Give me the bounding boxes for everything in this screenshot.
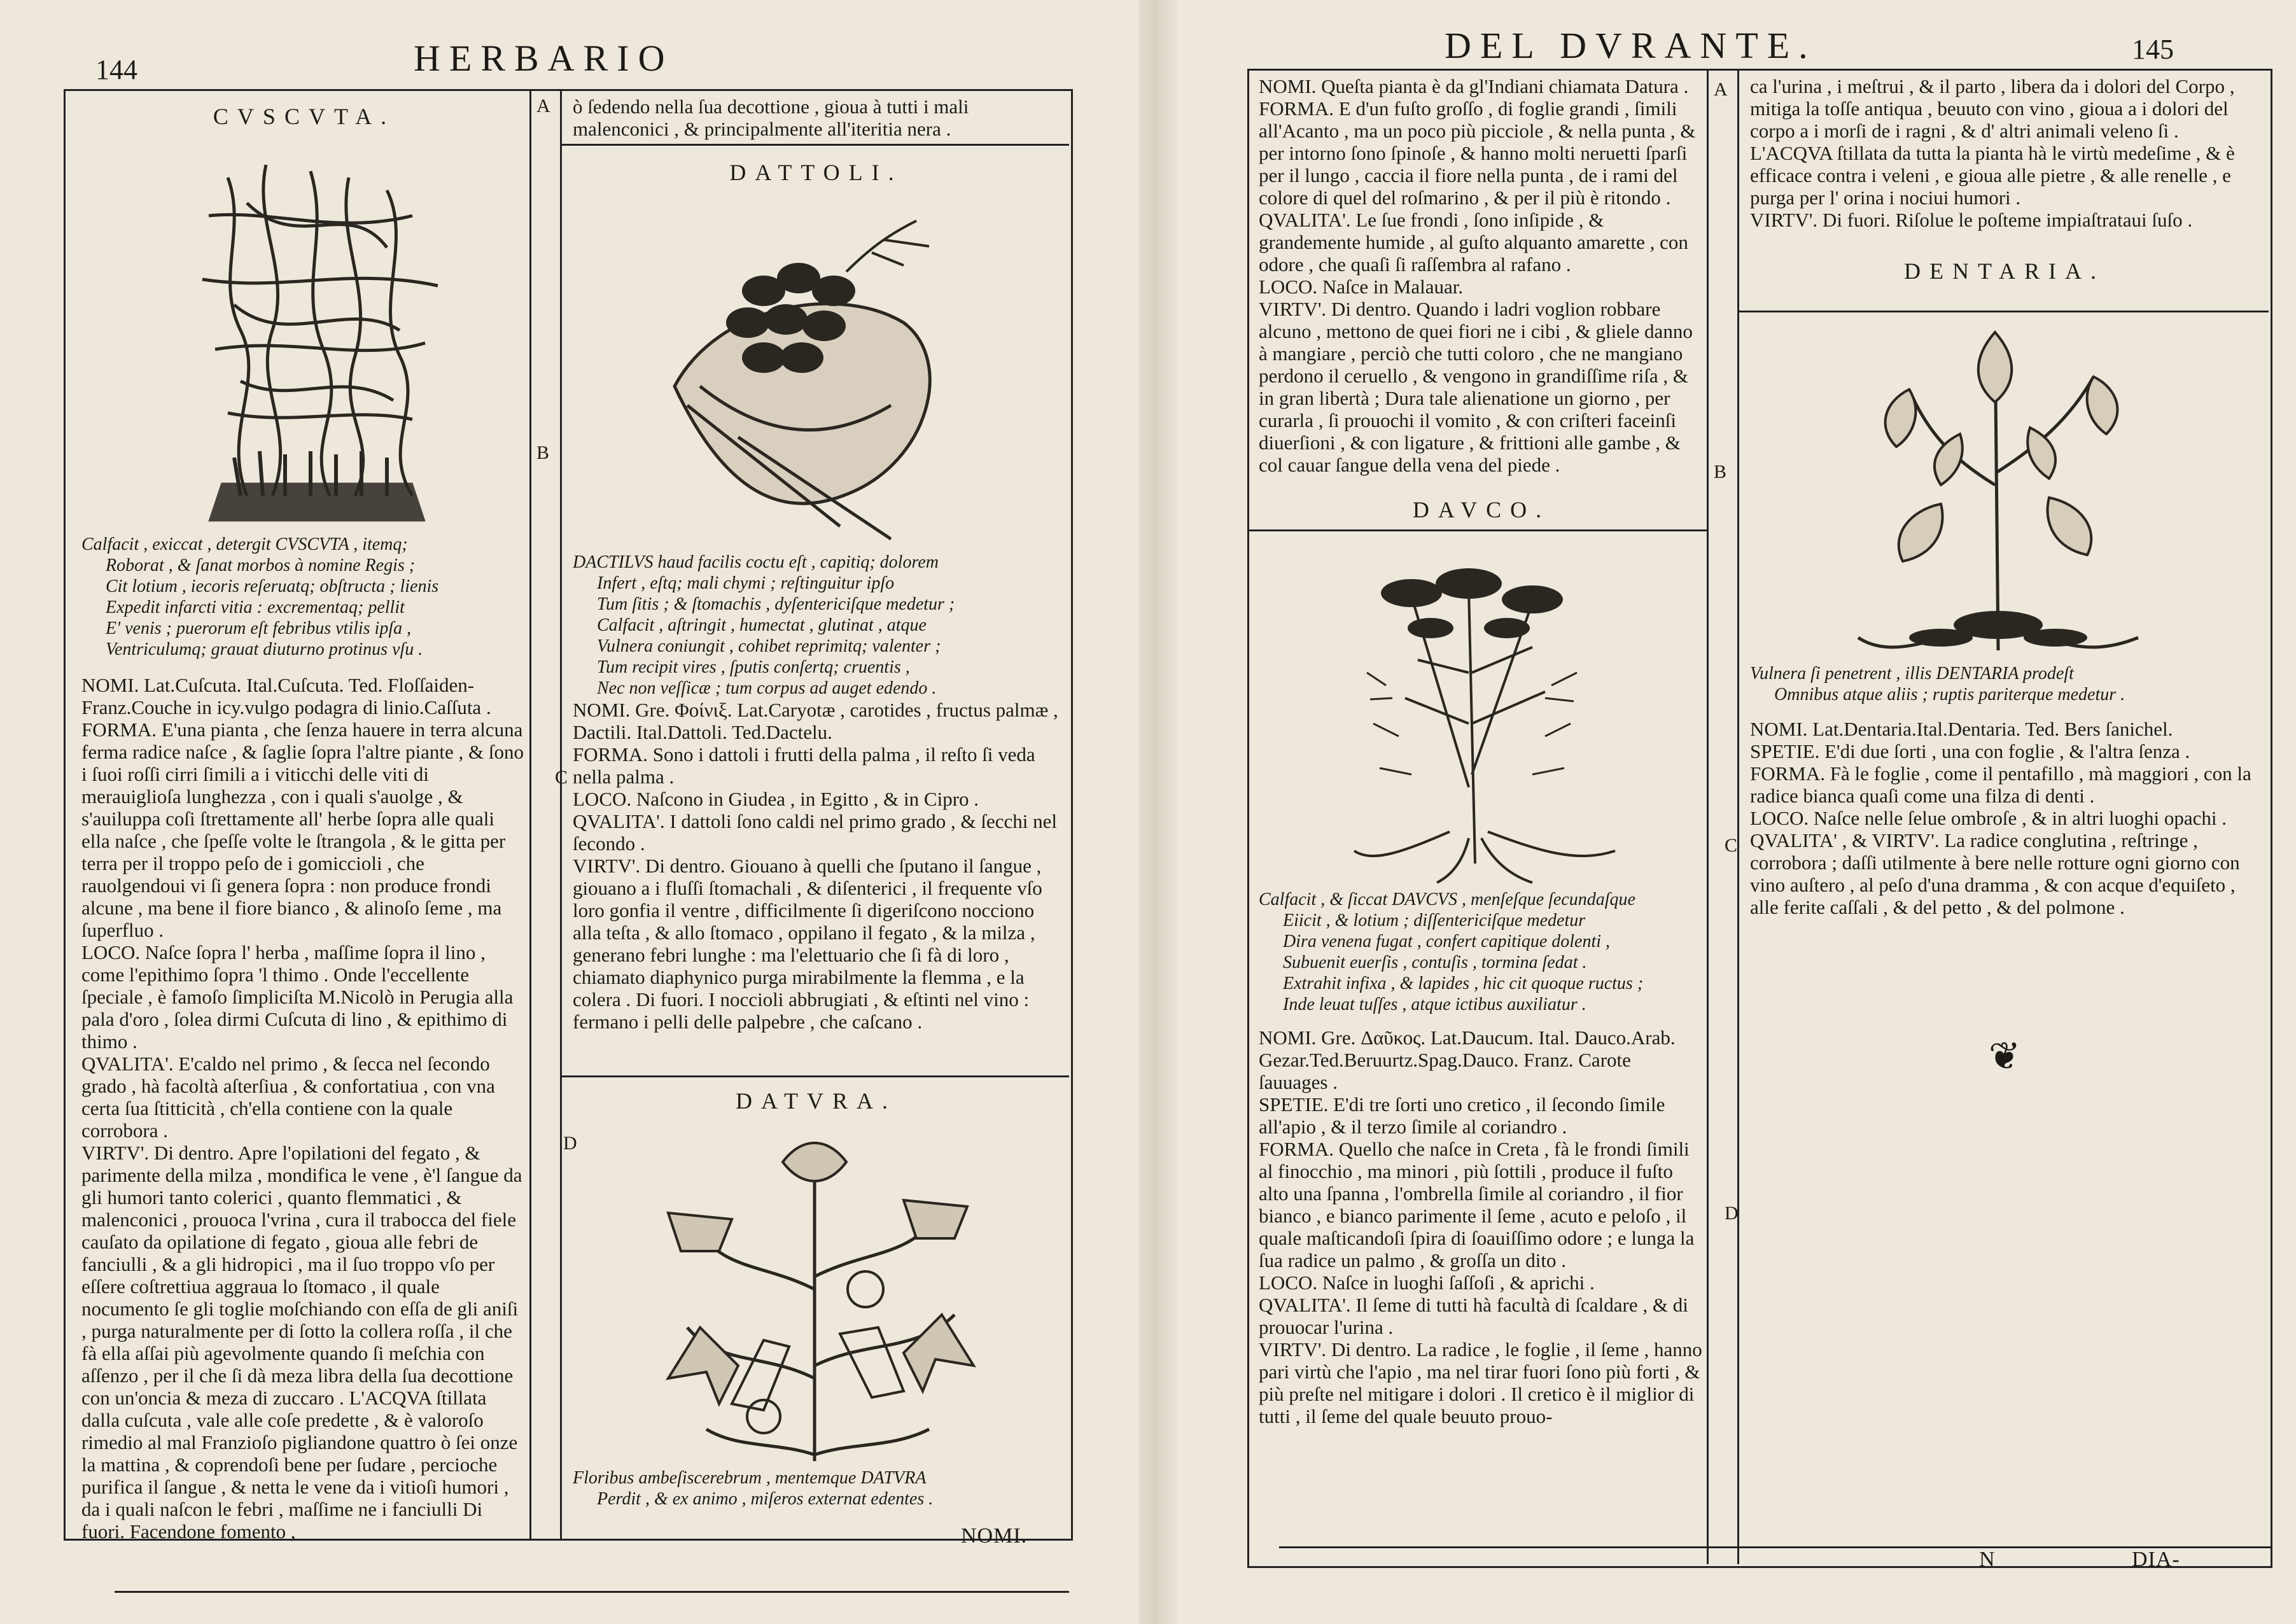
verse-line: Tum ſitis ; & ſtomachis , dyſentericiſque medetur ; [597,594,955,614]
dauco-title: DAVCO. [1412,497,1551,522]
left-page [0,0,1145,1624]
cuscuta-virtu: VIRTV'. Di dentro. Apre l'opilationi del fegato , & parimente della milza , mondifica le vene , è'l ſangue da gli humori tanto colerici , quanto flemmatici , & malenconici , prouoca l'vrina , cura il trabocca del fiele cauſato da opilatione di fegato , gioua alle febri de fanciulli , & a gli hidropici , ma il ſuo troppo vſo per eſſere coſtrettiua aggraua lo ſtomaco , il quale nocumento ſe gli toglie moſchiando con eſſa de gli aniſi , purga naturalmente per di ſotto la collera roſſa , il che fà ella aſſai più agevolmente quando ſi meſchia con aſſenzo , per il che ſi dà meza libra della ſua decottione con un'oncia & meza di zuccaro . L'ACQVA ſtillata dalla cuſcuta , vale alle coſe predette , & è valoroſo rimedio al mal Franzioſo pigliandone quattro ò ſei onze la mattina , & coprendoſi bene per ſudare , percioche purifica il ſangue , & netta le vene da i vitioſi humori , da i quali naſcon le febri , maſſime ne i fanciulli Di fuori. Facendone fomento , [81,1142,522,1543]
verse-line: Extrahit infixa , & lapides , hic cit quoque ructus ; [1283,974,1644,993]
datura-qualita: QVALITA'. Le ſue frondi , ſono inſipide , & grandemente humide , al guſto alquanto amarette , con odore , che quaſi ſi raſſembra al rafano . [1259,209,1688,276]
dattoli-virtu: VIRTV'. Di dentro. Giouano à quelli che ſputano il ſangue , giouano a i fluſſi ſtomachali , & diſenterici , il frequente vſo loro gonfia il ventre , difficilmente ſi digeriſcono nocciono alla teſta , & allo ſtomaco , oppilano il fegato , & la milza , generano febri lunghe : ma l'elettuario che ſi fà di loro , chiamato diaphynico purga mirabilmente la flemma , e la colera . Di fuori. I noccioli abbrugiati , & eſtinti nel vino : fermano i pelli delle palpebre , che caſcano . [573,855,1042,1033]
margin-letter-c: C [555,767,568,788]
cuscuta-forma: FORMA. E'una pianta , che ſenza hauere in terra alcuna ferma radice naſce , & ſaglie ſopra l'altre piante , & ſono i ſuoi roſſi cirri ſimili a i viticchi delle viti di merauiglioſa lunghezza , con i quali s'auolge , & s'auiluppa coſi ſtrettamente all' herbe ſopra alle quali ella naſce , che ſpeſſe volte le ſtrangola , & le gitta per terra per il troppo peſo de i gomicciolі , che rauolgendoui vi ſi genera ſopra : non produce frondi alcune , ma bene il fiore bianco , & alinoſo ſeme , ma ſuperfluo . [81,718,524,941]
verse-line: DACTILVS haud facilis coctu eſt , capitiq; dolorem [573,552,939,572]
dentaria-woodcut [1750,294,2259,663]
dentaria-forma: FORMA. Fà le foglie , come il pentafillo , mà maggiori , con la radice bianca quaſi come una filza di denti . [1750,762,2251,807]
dentaria-verse [1750,663,2259,705]
cuscuta-qualita: QVALITA'. E'caldo nel primo , & ſecca nel ſecondo grado , hà facoltà aſterſiua , & confortatiua , con vna certa ſua ſtitticità , ch'ella contiene con la quale corrobora . [81,1053,495,1142]
cuscuta-column [81,95,527,1559]
running-header-left: HERBARIO [414,38,674,79]
verse-line: Inde leuat tuſſes , atque ictibus auxiliatur . [1283,995,1586,1014]
page-number-right: 145 [2132,34,2174,65]
cuscuta-title: CVSCVTA. [213,104,396,129]
dattoli-loco: LOCO. Naſcono in Giudea , in Egitto , & in Cipro . [573,788,979,810]
margin-letter-b: B [536,442,550,463]
left-foot-rule [115,1591,1069,1593]
dauco-woodcut [1259,533,1704,889]
dentaria-nomi: NOMI. Lat.Dentaria.Ital.Dentaria. Ted. Bers ſanichel. [1750,718,2173,740]
dauco-spetie: SPETIE. E'di tre ſorti uno cretico , il ſecondo ſimile all'apio , & il terzo ſimile al coriandro . [1259,1093,1665,1138]
verse-line: Calfacit , & ſiccat DAVCVS , menſeſque ſecundaſque [1259,890,1635,909]
cuscuta-continuation: ò ſedendo nella ſua decottione , gioua à tutti i mali malenconici , & principalmente all'iteritia nera . [573,95,969,140]
dauco-nomi: NOMI. Gre. Δαῦκος. Lat.Daucum. Ital. Dauco.Arab. Gezar.Ted.Beruurtz.Spag.Dauco. Franz. Carote ſauuages . [1259,1026,1676,1093]
datura-nomi: NOMI. Queſta pianta è da gl'Indiani chiamata Datura . [1259,75,1689,97]
right-column-rule [1707,69,1709,1564]
page-number-left: 144 [95,54,137,85]
cuscuta-loco: LOCO. Naſce ſopra l' herba , maſſime ſopra il lino , come l'epithimo ſopra 'l thimo . Onde l'eccellente ſpeciale , è famoſo ſimpliciſta M.Nicolò in Perugia alla pala d'oro , ſolea dirmi Cuſcuta di lino , & epithimo di thimo . [81,941,514,1053]
left-column-rule [529,89,531,1540]
verse-line: E' venis ; puerorum eſt febribus vtilis ipſa , [106,619,412,638]
dauco-virtu-fuori: VIRTV'. Di fuori. Riſolue le poſteme impiaſtrataui ſuſo . [1750,209,2193,231]
verse-line: Vulnera ſi penetrent , illis DENTARIA prodeſt [1750,664,2074,683]
datura-loco: LOCO. Naſce in Malauar. [1259,276,1464,298]
verse-line: Ventriculumq; grauat diuturno protinus vſu . [106,640,423,659]
dauco-continuation: ca l'urina , i meſtrui , & il parto , libera da i dolori del Corpo , mitiga la toſſe antiqua , beuuto con vino , gioua a i dolori del corpo a i morſi de i ragni , & d' altri animali veleno ſi . L'ACQVA ſtillata da tutta la pianta hà le virtù medeſime , & è efficace contra i veleni , e gioua alle pietre , & alle renelle , e purga per l' orina i nociui humori . [1750,75,2235,209]
left-column-rule-2 [560,89,562,1540]
dattoli-woodcut [573,195,1060,552]
dauco-virtu: VIRTV'. Di dentro. La radice , le foglie , il ſeme , hanno pari virtù che l'apio , ma nel tirar fuori ſono più forti , & più preſte nel mitigare i dolori . Il cretico è il miglior di tutti , il ſeme del quale beuuto prouo- [1259,1338,1702,1427]
dauco-forma: FORMA. Quello che naſce in Creta , fà le frondi ſimili al finocchio , ma minori , più ſottili , produce il fuſto alto una ſpanna , l'ombrella ſimile al coriandro , il fior bianco , e bianco parimente il ſeme , acuto e peloſo , il quale maſticandoſi ſpira di ſoauiſſimo odore ; e lunga la ſua radice un palmo , & groſſa un dito . [1259,1138,1695,1271]
right-foot-rule [1279,1546,2272,1548]
right-page [1177,0,2296,1624]
dauco-column [1259,75,1704,1539]
verse-line: Vulnera coniungit , cohibet reprimitq; valenter ; [597,636,941,656]
dentaria-loco: LOCO. Naſce nelle ſelue ombroſe , & in altri luoghi opachi . [1750,807,2227,829]
margin-letter-d: D [563,1133,577,1154]
datura-title: DATVRA. [735,1088,897,1114]
verse-line: Subuenit euerſis , contuſis , tormina ſedat . [1283,953,1587,972]
dentaria-qualita-virtu: QVALITA' , & VIRTV'. La radice conglutina , reſtringe , corrobora ; daſſi utilmente à bere nelle rotture ogni giorno con vino auſtero , al peſo d'una dramma , & con acque d'equiſeto , alle ferite caſſali , & del petto , & del polmone . [1750,829,2240,918]
right-column-rule-2 [1737,69,1739,1564]
dauco-loco: LOCO. Naſce in luoghi ſaſſoſi , & aprichi . [1259,1271,1595,1294]
dauco-verse [1259,889,1704,1015]
margin-letter-d: D [1725,1203,1739,1224]
dauco-qualita: QVALITA'. Il ſeme di tutti hà facultà di ſcaldare , & di prouocar l'urina . [1259,1294,1688,1338]
datura-virtu: VIRTV'. Di dentro. Quando i ladri voglion robbare alcuno , mettono de quei fiori ne i cibi , & gliele danno à mangiare , perciò che tutti coloro , che ne mangiano perdono il ceruello , & vengono in grandiſſime riſa , & in gran libertà ; Dura tale alienatione un giorno , per curarla , ſi prouochi il vomito , & con criſteri faceinſi diuerſioni , & con ligature , & frittioni alle gambe , & col cauar ſangue della vena del piede . [1259,298,1693,476]
dattoli-qualita: QVALITA'. I dattoli ſono caldi nel primo grado , & ſecchi nel ſecondo . [573,810,1057,855]
dentaria-column [1750,75,2259,1539]
cuscuta-nomi: NOMI. Lat.Cuſcuta. Ital.Cuſcuta. Ted. Floſſaiden- Franz.Couche in icy.vulgo podagra di linio.Caſſuta . [81,674,491,718]
cuscuta-verse [81,534,527,660]
fleuron-ornament-icon: ❦ [1988,1035,2021,1077]
verse-line: Perdit , & ex animo , miſeros externat edentes . [597,1489,934,1509]
dattoli-title: DATTOLI. [729,160,903,185]
verse-line: Calfacit , aſtringit , humectat , glutinat , atque [597,615,927,635]
dattoli-nomi: NOMI. Gre. Φοίνιξ. Lat.Caryotæ , carotides , fructus palmæ , Dactili. Ital.Dattoli. Ted.Dactelu. [573,699,1058,743]
dentaria-title: DENTARIA. [1903,258,2106,284]
cuscuta-woodcut [81,139,527,534]
verse-line: Tum recipit vires , ſputis conſertq; cruentis , [597,657,910,677]
dentaria-spetie: SPETIE. E'di due ſorti , una con foglie , & l'altra ſenza . [1750,740,2190,762]
datura-woodcut [573,1124,1060,1467]
verse-line: Floribus ambeſiscerebrum , mentemque DATVRA [573,1468,927,1488]
verse-line: Expedit infarcti vitia : excrementaq; pellit [106,598,405,617]
datura-forma: FORMA. E d'un fuſto groſſo , di foglie grandi , ſimili all'Acanto , ma un poco più picciole , & nella punta , & per intorno ſono ſpinoſe , & hanno molti neruetti ſparſi per il lungo , caccia il fiore nella punta , de i rami del colore di quel del roſmarino , & per il più è ritondo . [1259,97,1696,209]
verse-line: Calfacit , exiccat , detergit CVSCVTA , itemq; [81,535,408,554]
dattoli-forma: FORMA. Sono i dattoli i frutti della palma , il reſto ſi veda nella palma . [573,743,1035,788]
verse-line: Nec non veſſicæ ; tum corpus ad auget edendo . [597,678,937,698]
margin-letter-a: A [536,95,550,116]
verse-line: Infert , eſtq; mali chymi ; reſtinguitur ipſo [597,573,895,593]
verse-line: Eiicit , & lotium ; diſſentericiſque medetur [1283,911,1586,930]
margin-letter-c: C [1725,835,1738,856]
dattoli-column [573,95,1060,1559]
margin-letter-a: A [1714,79,1728,100]
verse-line: Cit lotium , iecoris reſeruatq; obſtructa ; lienis [106,577,439,596]
verse-line: Omnibus atque aliis ; ruptis pariterque medetur . [1774,685,2125,704]
verse-line: Dira venena fugat , confert capitique dolenti , [1283,932,1611,951]
datura-verse [573,1467,1060,1509]
catchword-right: DIA- [2132,1548,2180,1571]
signature-mark: N [1979,1548,1996,1571]
dattoli-verse [573,552,1060,699]
catchword-left: NOMI. [961,1524,1028,1548]
running-header-right: DEL DVRANTE. [1445,25,1817,66]
margin-letter-b: B [1714,461,1727,482]
verse-line: Roborat , & ſanat morbos à nomine Regis ; [106,556,416,575]
